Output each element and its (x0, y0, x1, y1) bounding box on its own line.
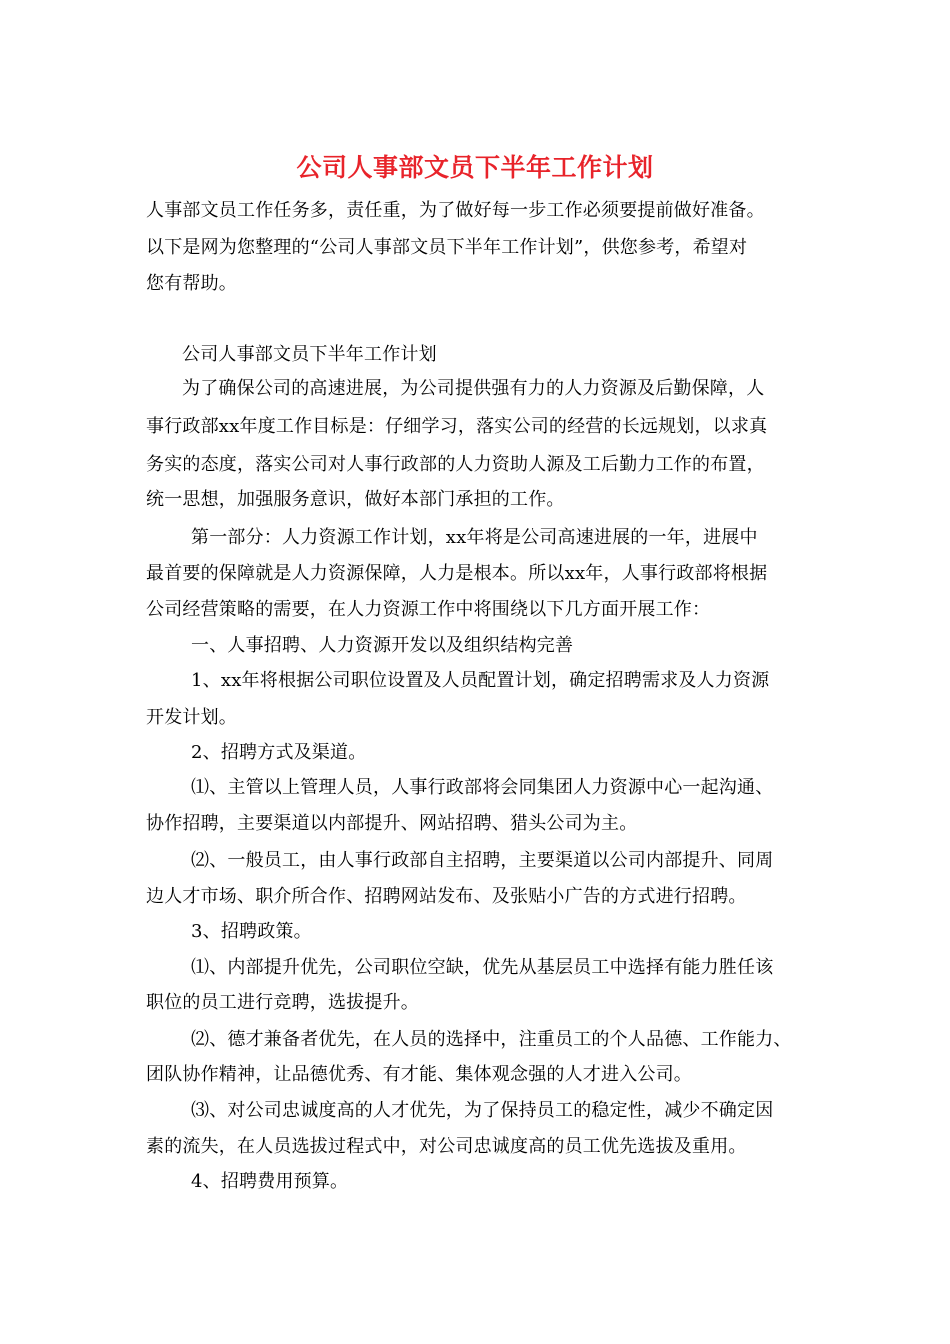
intro-line: 您有帮助。 (146, 273, 237, 294)
paragraph-line: 事行政部xx年度工作目标是：仔细学习，落实公司的经营的长远规划，以求真 (146, 416, 768, 437)
paragraph-line: 边人才市场、职介所合作、招聘网站发布、及张贴小广告的方式进行招聘。 (146, 886, 747, 907)
paragraph-line: 职位的员工进行竞聘，选拔提升。 (146, 992, 419, 1013)
paragraph-line: 4、招聘费用预算。 (191, 1171, 349, 1192)
paragraph-line: 3、招聘政策。 (191, 921, 312, 942)
paragraph-line: 开发计划。 (146, 707, 237, 728)
intro-line: 人事部文员工作任务多，责任重，为了做好每一步工作必须要提前做好准备。 (146, 200, 765, 221)
paragraph-line: 素的流失，在人员选拔过程式中，对公司忠诚度高的员工优先选拔及重用。 (146, 1136, 747, 1157)
intro-line: 以下是网为您整理的“公司人事部文员下半年工作计划”，供您参考，希望对 (146, 237, 748, 258)
paragraph-line: 为了确保公司的高速进展，为公司提供强有力的人力资源及后勤保障，人 (182, 378, 765, 399)
paragraph-line: ⑶、对公司忠诚度高的人才优先，为了保持员工的稳定性，减少不确定因 (191, 1100, 774, 1121)
paragraph-line: ⑵、一般员工，由人事行政部自主招聘，主要渠道以公司内部提升、同周 (191, 850, 774, 871)
subsection-heading: 一、人事招聘、人力资源开发以及组织结构完善 (191, 635, 574, 656)
paragraph-line: 最首要的保障就是人力资源保障，人力是根本。所以xx年，人事行政部将根据 (146, 563, 768, 584)
paragraph-line: ⑵、德才兼备者优先，在人员的选择中，注重员工的个人品德、工作能力、 (191, 1029, 792, 1050)
paragraph-line: 1、xx年将根据公司职位设置及人员配置计划，确定招聘需求及人力资源 (191, 670, 770, 691)
paragraph-line: 公司经营策略的需要，在人力资源工作中将围绕以下几方面开展工作： (146, 599, 711, 620)
paragraph-line: 统一思想，加强服务意识，做好本部门承担的工作。 (146, 489, 565, 510)
paragraph-line: 协作招聘，主要渠道以内部提升、网站招聘、猎头公司为主。 (146, 813, 638, 834)
paragraph-line: 第一部分：人力资源工作计划，xx年将是公司高速进展的一年，进展中 (191, 527, 758, 548)
paragraph-line: 2、招聘方式及渠道。 (191, 742, 367, 763)
paragraph-line: ⑴、主管以上管理人员，人事行政部将会同集团人力资源中心一起沟通、 (191, 777, 774, 798)
paragraph-line: 务实的态度，落实公司对人事行政部的人力资助人源及工后勤力工作的布置， (146, 454, 765, 475)
document-title: 公司人事部文员下半年工作计划 (296, 153, 654, 182)
paragraph-line: 团队协作精神，让品德优秀、有才能、集体观念强的人才进入公司。 (146, 1064, 692, 1085)
paragraph-line: ⑴、内部提升优先，公司职位空缺，优先从基层员工中选择有能力胜任该 (191, 957, 774, 978)
section-heading: 公司人事部文员下半年工作计划 (182, 344, 437, 365)
